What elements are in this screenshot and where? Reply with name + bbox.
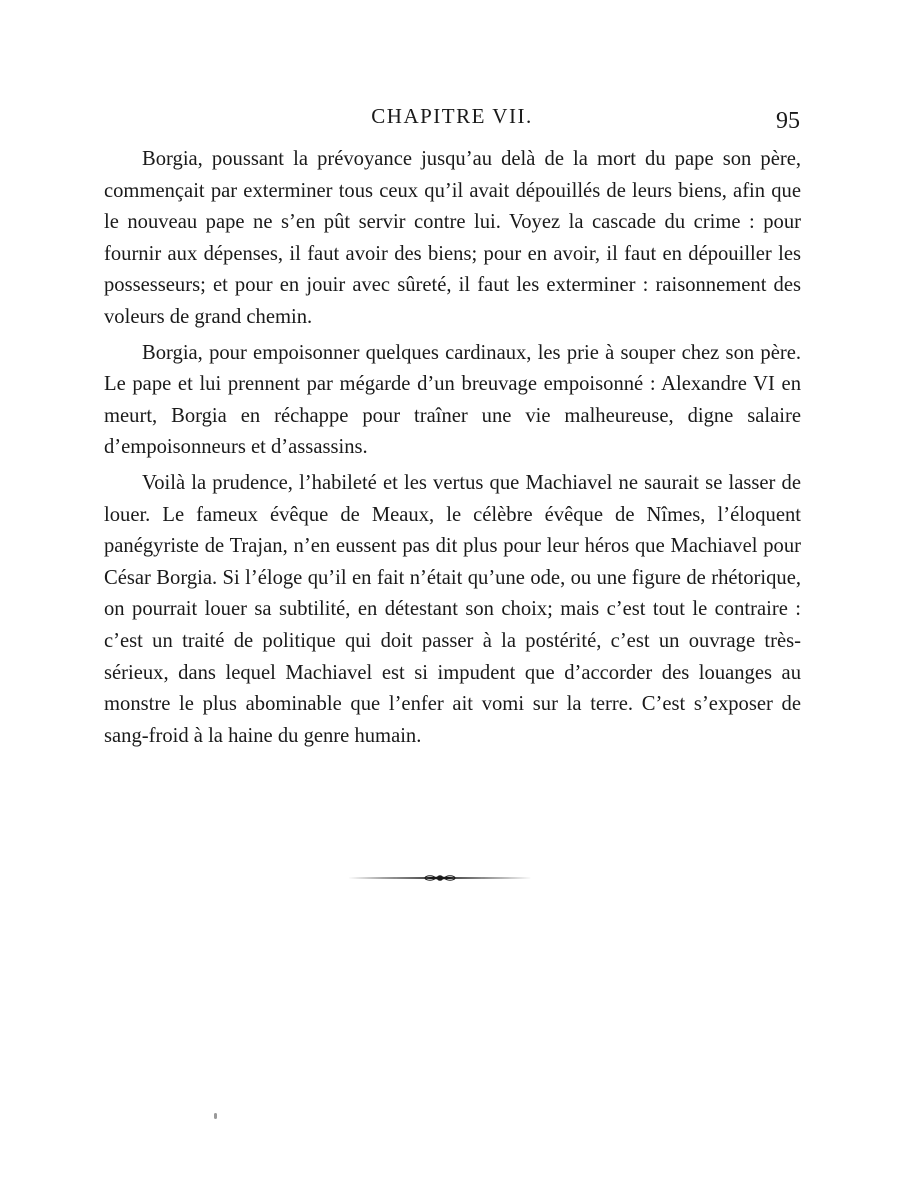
chapter-title: CHAPITRE VII. xyxy=(371,104,533,128)
tailpiece-ornament-icon xyxy=(340,870,540,886)
paragraph-3: Voilà la prudence, l’habileté et les vertus que Machiavel ne saurait se lasser de louer. Le fameux évêque de Meaux, le célèbre évêque de Nîmes, l’éloquent panégyriste de Trajan, n’en eussent pas dit plus pour leur héros que Machiavel pour César Borgia. Si l’éloge qu’il en fait n’était qu’une ode, ou une figure de rhétorique, on pourrait louer sa subtilité, en détestant son choix; mais c’est tout le contraire : c’est un traité de politique qui doit passer à la postérité, c’est un ouvrage très-sérieux, dans lequel Machiavel est si impudent que d’accorder des louanges au monstre le plus abominable que l’enfer ait vomi sur la terre. C’est s’exposer de sang-froid à la haine du genre humain. xyxy=(104,471,801,747)
paper-speck xyxy=(214,1113,217,1119)
paragraph-1: Borgia, poussant la prévoyance jusqu’au delà de la mort du pape son père, commençait par exterminer tous ceux qu’il avait dépouillés de leurs biens, afin que le nouveau pape ne s’en pût servir contre lui. Voyez la cascade du crime : pour fournir aux dépenses, il faut avoir des biens; pour en avoir, il faut en dépouiller les possesseurs; et pour en jouir avec sûreté, il faut les exterminer : raisonnement des voleurs de grand chemin. xyxy=(104,148,801,328)
body-text xyxy=(104,144,801,756)
paragraph-2: Borgia, pour empoisonner quelques cardinaux, les prie à souper chez son père. Le pape et lui prennent par mégarde d’un breuvage empoisonné : Alexandre VI en meurt, Borgia en réchappe pour traîner une vie malheureuse, digne salaire d’empoisonneurs et d’assassins. xyxy=(104,341,801,459)
page-number: 95 xyxy=(776,108,800,134)
running-head xyxy=(104,104,800,134)
